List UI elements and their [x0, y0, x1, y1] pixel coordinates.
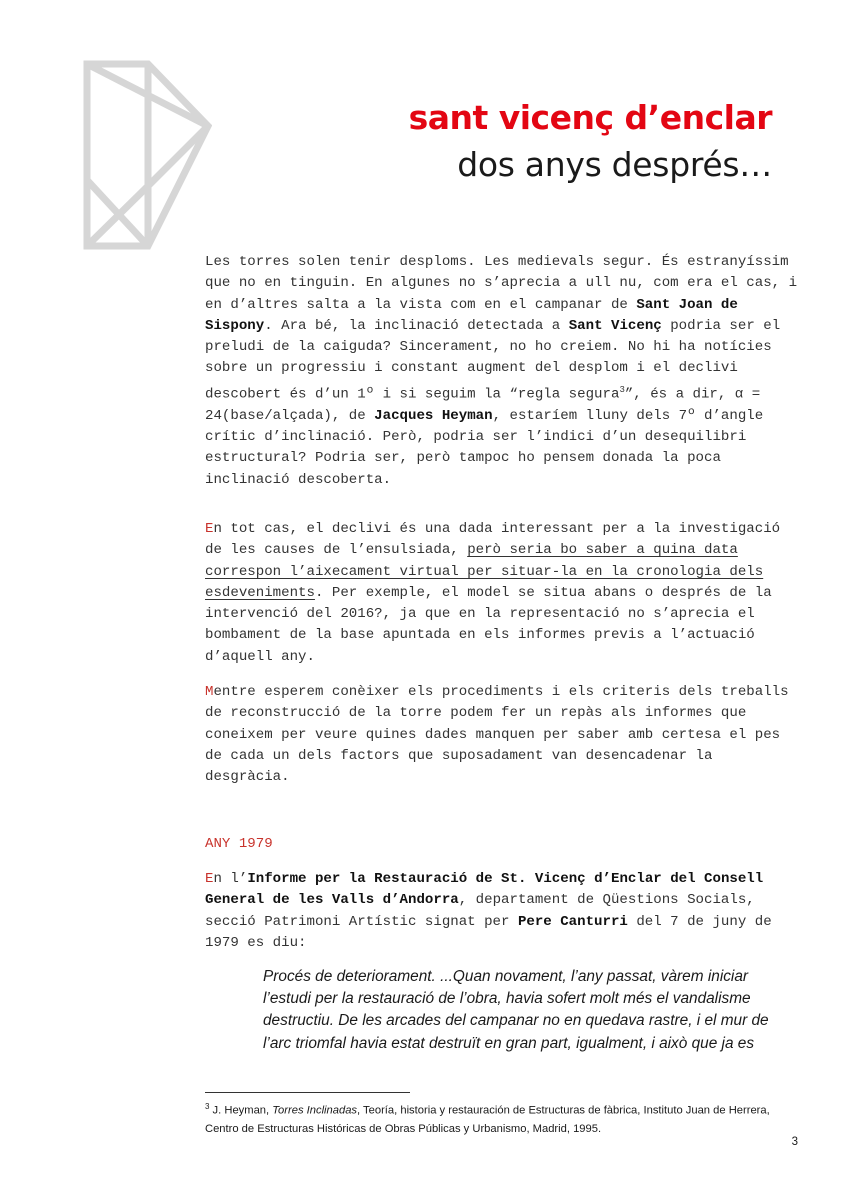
bold-sant-vicenc: Sant Vicenç [568, 317, 662, 334]
underlined-text: però seria bo saber a quina data correspon l’aixecament virtual per situar-la en la cronologia dels esdeveniments [205, 542, 764, 601]
bold-pere-canturri: Pere Canturri [517, 913, 628, 930]
footnote-ref[interactable]: 3 [619, 384, 625, 395]
drop-cap: M [205, 684, 214, 700]
paragraph-2: En tot cas, el declivi és una dada interessant per a la investigació de les causes de l’ensulsiada, però seria bo saber a quina data correspon l’aixecament virtual per situar-la en la cronologia dels esdeveniments. Per exemple, el model se situa abans o després de la intervenció del 2016?, ja que en la representació no s’aprecia el bombament de la base apuntada en els informes previs a l’actuació d’aquell any. [205, 521, 781, 665]
page-number: 3 [791, 1136, 798, 1148]
drop-cap: E [205, 521, 214, 537]
page-title: sant vicenç d’enclar [408, 98, 772, 137]
paragraph-4: En l’Informe per la Restauració de St. Vicenç d’Enclar del Consell General de les Valls d’Andorra, departament de Qüestions Socials, secció Patrimoni Artístic signat per Pere Canturri del 7 de juny de 1979 es diu: [205, 871, 772, 951]
drop-cap: E [205, 871, 214, 887]
bold-jacques-heyman: Jacques Heyman [374, 407, 493, 424]
paragraph-3: Mentre esperem conèixer els procediments i els criteris dels treballs de reconstrucció de la torre podem fer un repàs als informes que coneixem per veure quines dades manquen per saber amb certesa el pes de cada un dels factors que suposadament van desencadenar la desgràcia. [205, 684, 789, 786]
paragraph-1: Les torres solen tenir desploms. Les medievals segur. És estranyíssim que no en tinguin. En algunes no s’aprecia a ull nu, com era el cas, i en d’altres salta a la vista com en el campanar de Sant Joan de Sispony. Ara bé, la inclinació detectada a Sant Vicenç podria ser el preludi de la caiguda? Sincerament, no ho creiem. No hi ha notícies sobre un progressiu i constant augment del desplom i el declivi descobert és d’un 1º i si seguim la “regla segura$^3$”, és a dir, α = 24(base/alçada), de Jacques Heyman, estaríem lluny dels 7º d’angle crític d’inclinació. Però, podria ser l’indici d’un desequilibri estructural? Podria ser, però tampoc ho pensem donada la poca inclinació descoberta. [205, 254, 798, 488]
logo-icon [82, 60, 212, 250]
block-quote: Procés de deteriorament. ...Quan novament, l’any passat, vàrem iniciar l’estudi per la restauració de l’obra, havia sofert molt més el vandalisme destructiu. De les arcades del campanar no en quedava rastre, i el mur de l’arc triomfal havia estat destruït en gran part, igualment, i això que ja es [263, 968, 769, 1052]
bold-informe-title: Informe per la Restauració de St. Vicenç d’Enclar del Consell General de les Valls d’Andorra [205, 871, 764, 909]
bold-sant-joan-de-sispony: Sant Joan de Sispony [205, 296, 738, 334]
page-subtitle: dos anys després… [457, 145, 772, 184]
footnote-divider [205, 1092, 410, 1093]
section-heading: ANY 1979 [205, 836, 273, 852]
footnote: $^3$ J. Heyman, Torres Inclinadas, Teoría, historia y restauración de Estructuras de fàbrica, Instituto Juan de Herrera, Centro de Estructuras Históricas de Obras Públicas y Urbanismo, Madrid, 1995. [205, 1102, 770, 1136]
